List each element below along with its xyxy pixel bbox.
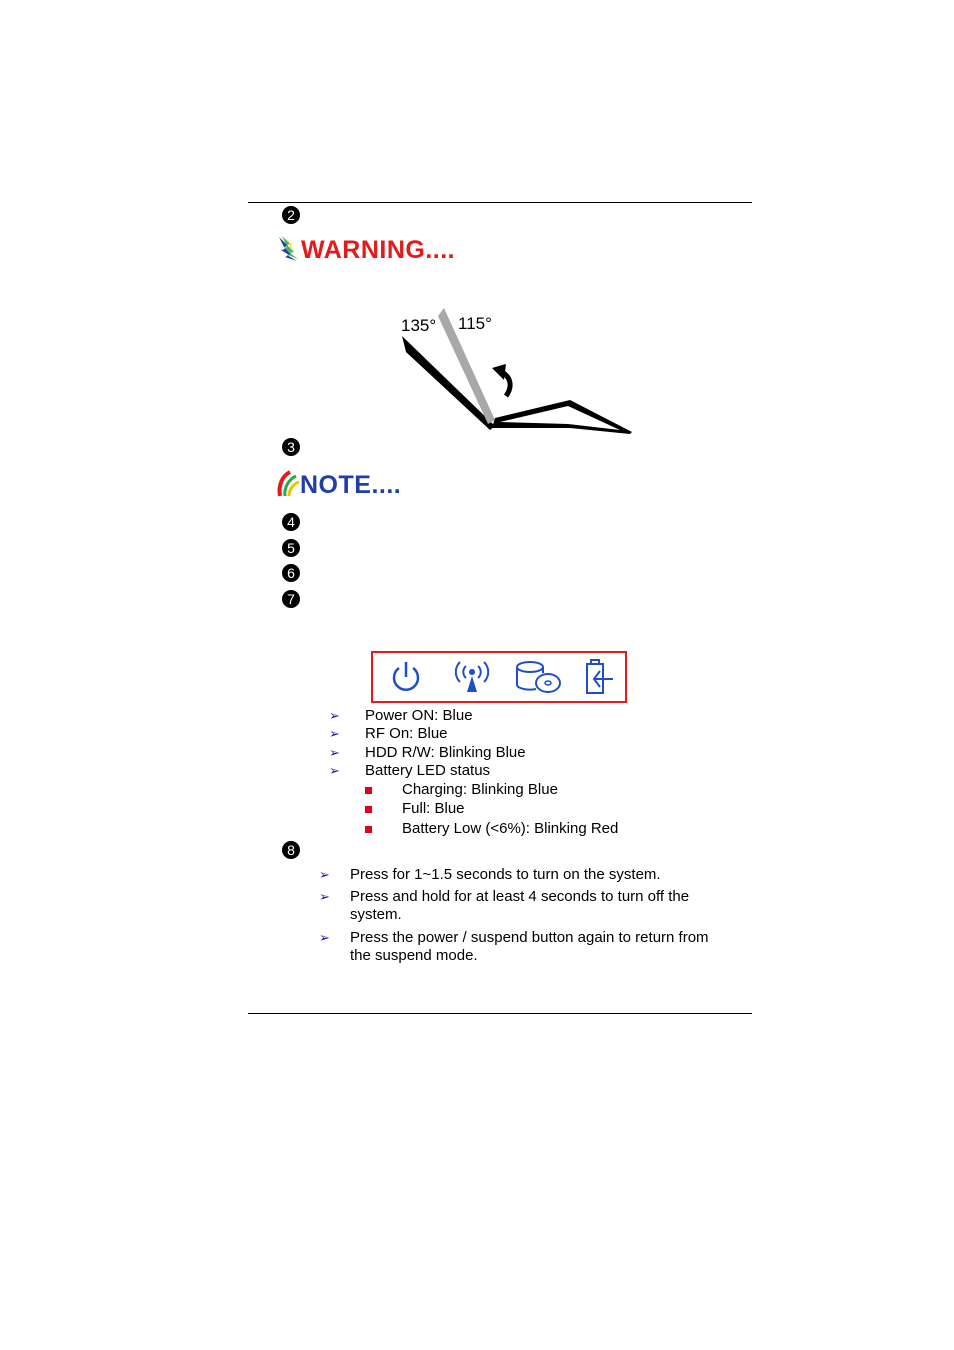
arrow-bullet-icon: ➢	[319, 867, 330, 882]
led-status-rf: RF On: Blue	[365, 725, 448, 742]
battery-status-low: Battery Low (<6%): Blinking Red	[402, 820, 619, 837]
section-number-8: 8	[282, 841, 300, 859]
section-number-7: 7	[282, 590, 300, 608]
angle-label-135: 135°	[401, 316, 437, 335]
square-bullet-icon	[365, 826, 372, 833]
section-number-2: 2	[282, 206, 300, 224]
power-instruction-on: Press for 1~1.5 seconds to turn on the system.	[350, 866, 661, 883]
led-indicator-panel	[371, 651, 627, 703]
square-bullet-icon	[365, 787, 372, 794]
power-instruction-resume-cont: the suspend mode.	[350, 947, 478, 964]
note-label: NOTE....	[300, 471, 402, 499]
wireless-rf-icon	[451, 659, 493, 695]
battery-status-charging: Charging: Blinking Blue	[402, 781, 558, 798]
arrow-bullet-icon: ➢	[329, 708, 340, 723]
led-status-battery: Battery LED status	[365, 762, 491, 779]
arrow-bullet-icon: ➢	[329, 745, 340, 760]
led-status-power: Power ON: Blue	[365, 707, 473, 724]
arrow-bullet-icon: ➢	[319, 889, 330, 904]
arrow-bullet-icon: ➢	[329, 763, 340, 778]
header-rule	[248, 202, 752, 203]
power-instruction-off-cont: system.	[350, 906, 402, 923]
warning-label: WARNING....	[301, 236, 456, 264]
battery-status-full: Full: Blue	[402, 800, 465, 817]
arrow-bullet-icon: ➢	[319, 930, 330, 945]
section-number-5: 5	[282, 539, 300, 557]
lightning-bolt-icon	[276, 236, 300, 262]
power-instruction-off: Press and hold for at least 4 seconds to turn off the	[350, 888, 690, 905]
section-number-6: 6	[282, 564, 300, 582]
power-icon	[389, 659, 423, 695]
square-bullet-icon	[365, 806, 372, 813]
footer-rule	[248, 1013, 752, 1014]
power-instruction-resume: Press the power / suspend button again to return from	[350, 929, 709, 946]
arrow-bullet-icon: ➢	[329, 726, 340, 741]
led-status-hdd: HDD R/W: Blinking Blue	[365, 744, 526, 761]
section-number-4: 4	[282, 513, 300, 531]
section-number-3: 3	[282, 438, 300, 456]
hdd-icon	[514, 659, 562, 695]
note-check-icon	[276, 470, 300, 498]
angle-label-115: 115°	[458, 314, 492, 333]
battery-icon	[583, 659, 619, 697]
